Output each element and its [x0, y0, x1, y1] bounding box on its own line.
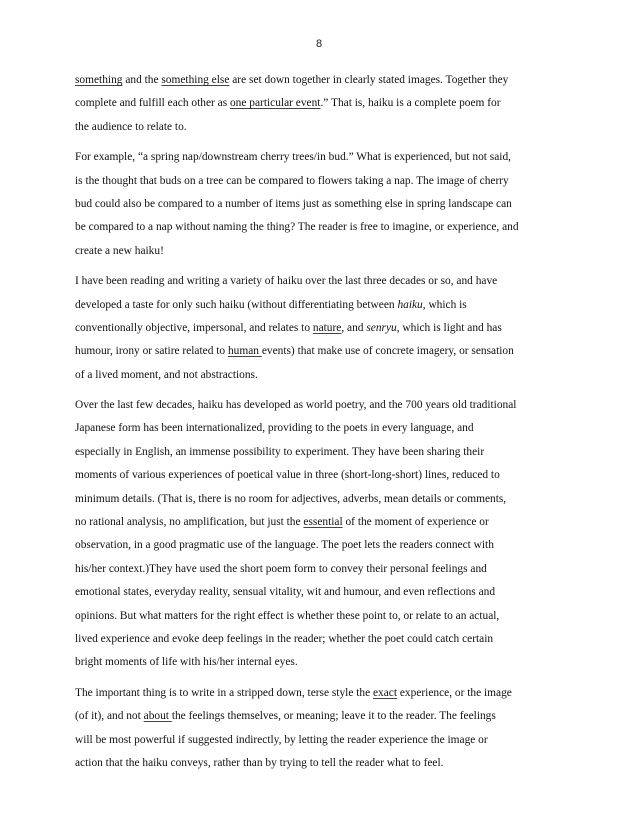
italic-term: senryu	[366, 321, 397, 334]
text-run: .” That is, haiku is a complete poem for	[320, 97, 501, 110]
text-line: lived experience and evoke deep feelings in the reader; whether the poet could catch certain	[75, 632, 494, 645]
text-line: of a lived moment, and not abstractions.	[75, 368, 258, 381]
text-line	[75, 317, 575, 340]
text-line: the audience to relate to.	[75, 120, 187, 133]
text-run: humour, irony or satire related to	[75, 345, 228, 358]
text-run: of the moment of experience or	[342, 516, 489, 529]
text-line: observation, in a good pragmatic use of the language. The poet lets the readers connect with	[75, 539, 494, 552]
underlined-phrase: nature	[312, 321, 342, 334]
body-text	[75, 69, 575, 775]
text-line: be compared to a nap without naming the thing? The reader is free to imagine, or experience, and	[75, 221, 519, 234]
text-line: Over the last few decades, haiku has developed as world poetry, and the 700 years old traditional	[75, 399, 517, 412]
text-run: conventionally objective, impersonal, and relates to	[75, 321, 313, 334]
text-line: is the thought that buds on a tree can be compared to flowers taking a nap. The image of cherry	[75, 174, 509, 187]
underlined-phrase: one particular event	[229, 97, 321, 110]
text-line	[75, 92, 575, 115]
text-line	[75, 340, 575, 363]
text-line: his/her context.)They have used the short poem form to convey their personal feelings and	[75, 562, 487, 575]
text-line: bud could also be compared to a number of items just as something else in spring landscape can	[75, 197, 512, 210]
page-number: 8	[315, 38, 323, 50]
text-line: I have been reading and writing a variety of haiku over the last three decades or so, and have	[75, 275, 498, 288]
text-run: (of it), and not	[75, 710, 144, 723]
text-line: action that the haiku conveys, rather than by trying to tell the reader what to feel.	[75, 756, 444, 769]
underlined-phrase: something	[75, 74, 123, 86]
underlined-phrase: human	[227, 345, 262, 358]
text-run: , and	[341, 321, 367, 334]
paragraph-3	[75, 270, 575, 387]
paragraph-5	[75, 682, 575, 776]
text-run: developed a taste for only such haiku (without differentiating between	[75, 298, 398, 311]
text-line: Japanese form has been internationalized, providing to the poets in every language, and	[75, 422, 474, 435]
text-run: experience, or the image	[397, 686, 512, 699]
text-line: create a new haiku!	[75, 244, 164, 257]
text-run: and the	[122, 74, 162, 86]
text-line	[75, 69, 575, 92]
text-run: , which is	[422, 298, 467, 311]
text-line: opinions. But what matters for the right effect is whether these point to, or relate to an actual,	[75, 609, 500, 622]
underlined-phrase: about	[143, 710, 172, 723]
paragraph-2	[75, 146, 575, 263]
text-line: emotional states, everyday reality, sensual vitality, wit and humour, and even reflections and	[75, 586, 496, 599]
text-run: are set down together in clearly stated images. Together they	[229, 74, 509, 86]
text-line: moments of various experiences of poetical value in three (short-long-short) lines, reduced to	[75, 469, 500, 482]
text-run: no rational analysis, no amplification, but just the	[75, 516, 304, 529]
text-line: minimum details. (That is, there is no room for adjectives, adverbs, mean details or comments,	[75, 492, 507, 505]
text-line: bright moments of life with his/her internal eyes.	[75, 656, 298, 669]
underlined-phrase: essential	[303, 516, 343, 529]
text-line	[75, 682, 575, 705]
text-run: The important thing is to write in a stripped down, terse style the	[75, 686, 373, 699]
italic-term: haiku	[397, 298, 423, 311]
text-run: complete and fulfill each other as	[75, 97, 230, 110]
text-line: especially in English, an immense possibility to experiment. They have been sharing their	[75, 445, 485, 458]
text-line	[75, 705, 575, 728]
text-line	[75, 294, 575, 317]
paragraph-1	[75, 69, 575, 139]
text-line	[75, 511, 575, 534]
text-line: will be most powerful if suggested indirectly, by letting the reader experience the image or	[75, 733, 488, 746]
text-line: For example, “a spring nap/downstream cherry trees/in bud.” What is experienced, but not said,	[75, 151, 511, 164]
paragraph-4	[75, 394, 575, 675]
text-run: , which is light and has	[396, 321, 502, 334]
underlined-phrase: exact	[373, 686, 398, 699]
underlined-phrase: something else	[161, 74, 230, 86]
text-run: the feelings themselves, or meaning; leave it to the reader. The feelings	[171, 710, 496, 723]
text-run: events) that make use of concrete imagery, or sensation	[261, 345, 514, 358]
